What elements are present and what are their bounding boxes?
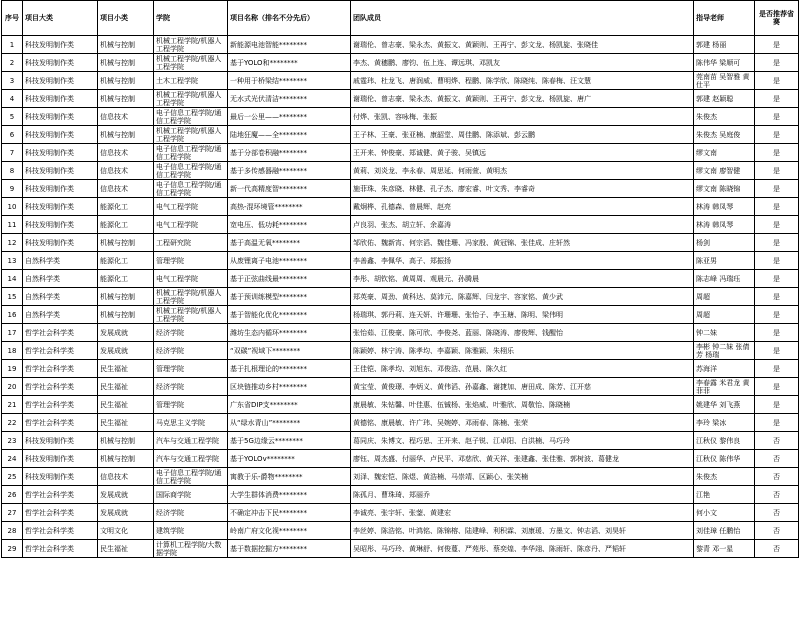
table-row <box>2 522 799 540</box>
cell-teacher: 李玲 梁冰 <box>694 414 755 432</box>
cell-no: 3 <box>2 72 23 90</box>
cell-college: 经济学院 <box>154 378 228 396</box>
table-row <box>2 396 799 414</box>
cell-no: 10 <box>2 198 23 216</box>
cell-college: 电气工程学院 <box>154 270 228 288</box>
cell-recommend: 是 <box>755 270 799 288</box>
cell-recommend: 否 <box>755 504 799 522</box>
cell-college: 经济学院 <box>154 324 228 342</box>
cell-members: 陈孤月、曹珠琦、郑丽乔 <box>351 486 694 504</box>
cell-recommend: 是 <box>755 342 799 360</box>
table-row <box>2 72 799 90</box>
cell-project-name: 基于智能化优化******** <box>228 306 351 324</box>
cell-recommend: 是 <box>755 72 799 90</box>
cell-college: 电气工程学院 <box>154 216 228 234</box>
cell-recommend: 是 <box>755 360 799 378</box>
cell-teacher: 刘佳璋 任鹏怡 <box>694 522 755 540</box>
cell-members: 谢瑞伦、曾志豪、梁永杰、黄振文、黄颖则、王再宁、彭文龙、杨凯旋、张晓佳 <box>351 36 694 54</box>
cell-minor: 信息技术 <box>98 144 154 162</box>
cell-no: 22 <box>2 414 23 432</box>
cell-no: 21 <box>2 396 23 414</box>
cell-project-name: 一种用于桥梁结******** <box>228 72 351 90</box>
header-teacher: 指导老师 <box>694 1 755 36</box>
table-row <box>2 126 799 144</box>
cell-project-name: 无水式光伏清洁******** <box>228 90 351 108</box>
cell-no: 7 <box>2 144 23 162</box>
cell-college: 电气工程学院 <box>154 198 228 216</box>
cell-minor: 机械与控制 <box>98 36 154 54</box>
cell-minor: 文明文化 <box>98 522 154 540</box>
cell-no: 28 <box>2 522 23 540</box>
cell-major: 哲学社会科学类 <box>23 342 98 360</box>
cell-no: 15 <box>2 288 23 306</box>
cell-college: 机械工程学院/机器人工程学院 <box>154 306 228 324</box>
cell-minor: 机械与控制 <box>98 234 154 252</box>
table-row <box>2 540 799 558</box>
cell-major: 哲学社会科学类 <box>23 522 98 540</box>
cell-college: 土木工程学院 <box>154 72 228 90</box>
cell-teacher: 姚建华 刘飞燕 <box>694 396 755 414</box>
cell-members: 黄德铭、康晨敏、许广玮、吴婉婷、邓雨春、陈楠、张荣 <box>351 414 694 432</box>
cell-minor: 民生福祉 <box>98 360 154 378</box>
cell-no: 5 <box>2 108 23 126</box>
cell-project-name: 基于高温无氧******** <box>228 234 351 252</box>
cell-project-name: 从废锂离子电池******** <box>228 252 351 270</box>
cell-college: 机械工程学院/机器人工程学院 <box>154 90 228 108</box>
cell-major: 科技发明制作类 <box>23 108 98 126</box>
cell-project-name: 新能源电池智能******** <box>228 36 351 54</box>
cell-minor: 机械与控制 <box>98 54 154 72</box>
cell-no: 27 <box>2 504 23 522</box>
cell-teacher: 黎青 邓一星 <box>694 540 755 558</box>
cell-minor: 信息技术 <box>98 108 154 126</box>
cell-project-name: 寓教于乐-爵物******** <box>228 468 351 486</box>
cell-major: 科技发明制作类 <box>23 144 98 162</box>
cell-minor: 信息技术 <box>98 162 154 180</box>
cell-major: 科技发明制作类 <box>23 54 98 72</box>
cell-recommend: 是 <box>755 54 799 72</box>
cell-no: 11 <box>2 216 23 234</box>
cell-recommend: 否 <box>755 540 799 558</box>
table-row <box>2 414 799 432</box>
cell-college: 马克思主义学院 <box>154 414 228 432</box>
cell-college: 管理学院 <box>154 396 228 414</box>
cell-recommend: 是 <box>755 234 799 252</box>
cell-college: 机械工程学院/机器人工程学院 <box>154 126 228 144</box>
cell-college: 建筑学院 <box>154 522 228 540</box>
cell-major: 自然科学类 <box>23 306 98 324</box>
cell-no: 13 <box>2 252 23 270</box>
cell-project-name: 新一代高精度智******** <box>228 180 351 198</box>
cell-project-name: 大学生群体消费******** <box>228 486 351 504</box>
cell-major: 哲学社会科学类 <box>23 486 98 504</box>
table-row <box>2 216 799 234</box>
cell-teacher: 周超 <box>694 288 755 306</box>
cell-major: 哲学社会科学类 <box>23 396 98 414</box>
table-row <box>2 486 799 504</box>
cell-members: 郑英豪、周劲、黄科达、莫沛元、陈嘉辉、闫龙宇、容家铭、黄少武 <box>351 288 694 306</box>
cell-minor: 能源化工 <box>98 216 154 234</box>
table-row <box>2 234 799 252</box>
cell-college: 电子信息工程学院/通信工程学院 <box>154 162 228 180</box>
cell-teacher: 缪文南 陈晓锦 <box>694 180 755 198</box>
cell-no: 6 <box>2 126 23 144</box>
table-row <box>2 54 799 72</box>
cell-recommend: 否 <box>755 522 799 540</box>
table-header-row <box>2 1 799 36</box>
cell-college: 电子信息工程学院/通信工程学院 <box>154 180 228 198</box>
table-row <box>2 306 799 324</box>
cell-major: 科技发明制作类 <box>23 36 98 54</box>
cell-major: 自然科学类 <box>23 270 98 288</box>
table-row <box>2 180 799 198</box>
cell-members: 王佳铠、陈孝均、刘旭东、邓俊浩、范晨、陈久红 <box>351 360 694 378</box>
cell-major: 自然科学类 <box>23 288 98 306</box>
cell-teacher: 陈志峰 冯瑞珏 <box>694 270 755 288</box>
cell-teacher: 朱俊杰 吴庭俊 <box>694 126 755 144</box>
cell-college: 电子信息工程学院/通信工程学院 <box>154 144 228 162</box>
cell-recommend: 否 <box>755 432 799 450</box>
cell-college: 汽车与交通工程学院 <box>154 432 228 450</box>
header-college: 学院 <box>154 1 228 36</box>
table-row <box>2 360 799 378</box>
cell-minor: 机械与控制 <box>98 126 154 144</box>
cell-recommend: 是 <box>755 180 799 198</box>
cell-members: 施菲珠、朱彦晓、林健、孔子杰、廖宏睿、叶文秀、李睿奇 <box>351 180 694 198</box>
cell-members: 卢良羽、张杰、胡立轩、余嘉涛 <box>351 216 694 234</box>
table-row <box>2 432 799 450</box>
cell-members: 张怡茹、江俊豪、陈可欣、李俊尧、蓝丽、陈晓涛、廖俊辉、钱醒怡 <box>351 324 694 342</box>
cell-recommend: 是 <box>755 216 799 234</box>
cell-teacher: 朱俊杰 <box>694 108 755 126</box>
cell-no: 1 <box>2 36 23 54</box>
cell-members: 葛同庆、朱博文、程巧思、王开来、赵子锐、江卓阳、白洪楠、马巧玲 <box>351 432 694 450</box>
cell-project-name: 基于YOLO和******** <box>228 54 351 72</box>
cell-teacher: 何小文 <box>694 504 755 522</box>
cell-major: 科技发明制作类 <box>23 180 98 198</box>
table-row <box>2 288 799 306</box>
cell-no: 18 <box>2 342 23 360</box>
cell-teacher: 苏海洋 <box>694 360 755 378</box>
cell-members: 陈颖婷、林宁涛、陈孝均、李嘉颖、陈雅颖、朱栩乐 <box>351 342 694 360</box>
cell-no: 12 <box>2 234 23 252</box>
cell-major: 科技发明制作类 <box>23 216 98 234</box>
cell-minor: 民生福祉 <box>98 414 154 432</box>
cell-no: 4 <box>2 90 23 108</box>
header-members: 团队成员 <box>351 1 694 36</box>
cell-project-name: 基于多传感器融******** <box>228 162 351 180</box>
cell-minor: 民生福祉 <box>98 396 154 414</box>
cell-major: 科技发明制作类 <box>23 198 98 216</box>
cell-college: 电子信息工程学院/通信工程学院 <box>154 108 228 126</box>
cell-college: 机械工程学院/机器人工程学院 <box>154 54 228 72</box>
cell-project-name: 宽电压、低功耗******** <box>228 216 351 234</box>
cell-major: 科技发明制作类 <box>23 90 98 108</box>
cell-members: 杨瑞琪、郭丹莉、连天妍、许珊珊、张怡子、李玉瑭、陈明、梁伟明 <box>351 306 694 324</box>
table-row <box>2 252 799 270</box>
cell-college: 机械工程学院/机器人工程学院 <box>154 288 228 306</box>
cell-project-name: 基于数据挖掘方******** <box>228 540 351 558</box>
cell-major: 科技发明制作类 <box>23 450 98 468</box>
cell-members: 付烨、张凯、容咏梅、张振 <box>351 108 694 126</box>
cell-members: 廖钰、周杰盛、付丽华、卢民平、邓慈欣、黄天祥、张建鑫、张佳雅、郭树波、葛健龙 <box>351 450 694 468</box>
cell-project-name: 区块链推动乡村******** <box>228 378 351 396</box>
cell-college: 经济学院 <box>154 504 228 522</box>
cell-project-name: 基于正弦曲线最******** <box>228 270 351 288</box>
results-table <box>1 0 799 558</box>
cell-no: 26 <box>2 486 23 504</box>
cell-major: 科技发明制作类 <box>23 234 98 252</box>
cell-college: 计算机工程学院/大数据学院 <box>154 540 228 558</box>
cell-no: 23 <box>2 432 23 450</box>
cell-minor: 机械与控制 <box>98 72 154 90</box>
cell-major: 哲学社会科学类 <box>23 414 98 432</box>
cell-minor: 能源化工 <box>98 198 154 216</box>
cell-no: 14 <box>2 270 23 288</box>
cell-recommend: 是 <box>755 414 799 432</box>
cell-minor: 能源化工 <box>98 252 154 270</box>
table-row <box>2 108 799 126</box>
cell-no: 8 <box>2 162 23 180</box>
cell-recommend: 是 <box>755 396 799 414</box>
cell-teacher: 江艳 <box>694 486 755 504</box>
cell-members: 戴炯桦、孔德森、曾晨辉、赵亮 <box>351 198 694 216</box>
header-recommend: 是否推荐省赛 <box>755 1 799 36</box>
cell-teacher: 周超 <box>694 306 755 324</box>
cell-minor: 机械与控制 <box>98 450 154 468</box>
cell-project-name: 最后一公里——******** <box>228 108 351 126</box>
cell-recommend: 是 <box>755 198 799 216</box>
cell-major: 科技发明制作类 <box>23 126 98 144</box>
header-no: 序号 <box>2 1 23 36</box>
cell-teacher: 郭建 杨丽 <box>694 36 755 54</box>
cell-members: 李善鑫、李佩华、高子、郑振扬 <box>351 252 694 270</box>
table-row <box>2 450 799 468</box>
table-row <box>2 378 799 396</box>
header-minor: 项目小类 <box>98 1 154 36</box>
cell-members: 李彤、胡钦铭、黄周周、观晨元、孙腾晨 <box>351 270 694 288</box>
cell-project-name: 基于分部卷积融******** <box>228 144 351 162</box>
cell-college: 汽车与交通工程学院 <box>154 450 228 468</box>
cell-project-name: 从“绿水青山”******** <box>228 414 351 432</box>
table-row <box>2 144 799 162</box>
cell-teacher: 杨剑 <box>694 234 755 252</box>
cell-members: 王子林、王豪、张亚楠、康韶堂、周佳鹏、陈添斌、彭云鹏 <box>351 126 694 144</box>
cell-teacher: 陈伟华 梁顺可 <box>694 54 755 72</box>
cell-minor: 发展成就 <box>98 504 154 522</box>
cell-members: 黄莉、刘炎龙、李永春、周思延、何雨萱、黄明杰 <box>351 162 694 180</box>
cell-project-name: 高热-混环境管******** <box>228 198 351 216</box>
cell-members: 王开来、钟俊豪、郑诚健、黄子骏、吴镇远 <box>351 144 694 162</box>
cell-minor: 发展成就 <box>98 342 154 360</box>
cell-minor: 发展成就 <box>98 486 154 504</box>
cell-teacher: 朱俊杰 <box>694 468 755 486</box>
cell-recommend: 是 <box>755 252 799 270</box>
cell-no: 19 <box>2 360 23 378</box>
cell-teacher: 江秋仪 黎伟良 <box>694 432 755 450</box>
cell-recommend: 是 <box>755 288 799 306</box>
cell-members: 黄宝莹、黄俊璟、李炳义、黄伟滔、孙嘉鑫、谢捷加、唐田成、陈芳、江开慈 <box>351 378 694 396</box>
cell-minor: 机械与控制 <box>98 432 154 450</box>
cell-teacher: 莞南苗 吴智雅 黄仕平 <box>694 72 755 90</box>
cell-minor: 发展成就 <box>98 324 154 342</box>
cell-project-name: 基于5G边缘云******** <box>228 432 351 450</box>
cell-recommend: 是 <box>755 144 799 162</box>
cell-project-name: 基于YOLOv******** <box>228 450 351 468</box>
cell-members: 吴昭彤、马巧玲、黄琳舒、何俊蔓、严苑彤、蔡奕煌、李华翊、陈雨轩、陈彦丹、严韬轩 <box>351 540 694 558</box>
cell-recommend: 否 <box>755 450 799 468</box>
cell-no: 9 <box>2 180 23 198</box>
cell-minor: 信息技术 <box>98 180 154 198</box>
cell-teacher: 江秋仪 陈伟华 <box>694 450 755 468</box>
table-body <box>2 36 799 558</box>
cell-no: 25 <box>2 468 23 486</box>
cell-minor: 信息技术 <box>98 468 154 486</box>
cell-no: 29 <box>2 540 23 558</box>
cell-project-name: 陆地狂魔——全******** <box>228 126 351 144</box>
cell-recommend: 是 <box>755 324 799 342</box>
header-project-name: 项目名称（排名不分先后） <box>228 1 351 36</box>
cell-members: 谢瑞伦、曾志豪、梁永杰、黄振文、黄颖则、王再宁、彭文龙、杨凯旋、唐广 <box>351 90 694 108</box>
cell-recommend: 否 <box>755 486 799 504</box>
cell-college: 管理学院 <box>154 360 228 378</box>
cell-major: 哲学社会科学类 <box>23 540 98 558</box>
cell-major: 哲学社会科学类 <box>23 360 98 378</box>
cell-recommend: 是 <box>755 126 799 144</box>
cell-teacher: 李春露 米君龙 黄菲菲 <box>694 378 755 396</box>
cell-major: 科技发明制作类 <box>23 162 98 180</box>
cell-teacher: 缪文南 <box>694 144 755 162</box>
cell-recommend: 是 <box>755 90 799 108</box>
cell-minor: 机械与控制 <box>98 90 154 108</box>
cell-recommend: 是 <box>755 36 799 54</box>
table-row <box>2 162 799 180</box>
cell-major: 哲学社会科学类 <box>23 324 98 342</box>
table-row <box>2 90 799 108</box>
cell-major: 科技发明制作类 <box>23 432 98 450</box>
cell-major: 哲学社会科学类 <box>23 504 98 522</box>
cell-college: 机械工程学院/机器人工程学院 <box>154 36 228 54</box>
cell-no: 16 <box>2 306 23 324</box>
cell-recommend: 是 <box>755 162 799 180</box>
cell-teacher: 郭建 赵颖聪 <box>694 90 755 108</box>
cell-college: 工程研究院 <box>154 234 228 252</box>
cell-college: 国际商学院 <box>154 486 228 504</box>
cell-minor: 民生福祉 <box>98 540 154 558</box>
cell-project-name: 岭南广府文化视******** <box>228 522 351 540</box>
cell-major: 自然科学类 <box>23 252 98 270</box>
cell-teacher: 缪文南 廖智健 <box>694 162 755 180</box>
cell-no: 24 <box>2 450 23 468</box>
cell-no: 2 <box>2 54 23 72</box>
cell-college: 管理学院 <box>154 252 228 270</box>
cell-project-name: “双碳”视域下******** <box>228 342 351 360</box>
cell-members: 李丝婷、陈浩铭、叶鸿铭、陈锦榕、陆建峰、利积霖、刘康瑗、方墨文、钟志滔、刘昊轩 <box>351 522 694 540</box>
cell-members: 刘泽、魏宏恺、陈煜、黄浩楠、马崇靖、区颖心、张笑楠 <box>351 468 694 486</box>
cell-teacher: 林涛 韩凤琴 <box>694 216 755 234</box>
cell-minor: 民生福祉 <box>98 378 154 396</box>
cell-project-name: 广东省DIP支******** <box>228 396 351 414</box>
cell-recommend: 是 <box>755 306 799 324</box>
table-row <box>2 324 799 342</box>
cell-no: 20 <box>2 378 23 396</box>
cell-minor: 能源化工 <box>98 270 154 288</box>
table-row <box>2 36 799 54</box>
cell-major: 科技发明制作类 <box>23 468 98 486</box>
table-row <box>2 270 799 288</box>
cell-major: 哲学社会科学类 <box>23 378 98 396</box>
table-row <box>2 468 799 486</box>
cell-recommend: 否 <box>755 468 799 486</box>
cell-members: 康晨敏、朱钻馨、叶佳惠、伍铖杨、张焰威、叶雅欣、周敬怡、陈晓楠 <box>351 396 694 414</box>
cell-minor: 机械与控制 <box>98 306 154 324</box>
cell-members: 李诚亮、张宇轩、张蓥、黄建宏 <box>351 504 694 522</box>
cell-no: 17 <box>2 324 23 342</box>
cell-college: 经济学院 <box>154 342 228 360</box>
cell-recommend: 是 <box>755 108 799 126</box>
cell-members: 李杰、黄穗鹏、廖钧、伍上连、谭远琪、邓凯友 <box>351 54 694 72</box>
cell-recommend: 是 <box>755 378 799 396</box>
cell-members: 戚霆玮、杜龙飞、唐润威、曹明烨、程鹏、陈学欣、陈晓纯、陈春梅、汪文慧 <box>351 72 694 90</box>
cell-teacher: 钟二妹 <box>694 324 755 342</box>
table-row <box>2 342 799 360</box>
cell-members: 邹欣佑、魏新宵、何宗滔、魏佳珊、冯家殷、黄冠锦、张佳成、庄轩然 <box>351 234 694 252</box>
cell-college: 电子信息工程学院/通信工程学院 <box>154 468 228 486</box>
cell-teacher: 陈亚男 <box>694 252 755 270</box>
cell-project-name: 基于预训练模型******** <box>228 288 351 306</box>
cell-project-name: 基于扎根理论的******** <box>228 360 351 378</box>
cell-teacher: 林涛 韩凤琴 <box>694 198 755 216</box>
header-major: 项目大类 <box>23 1 98 36</box>
cell-minor: 机械与控制 <box>98 288 154 306</box>
cell-major: 科技发明制作类 <box>23 72 98 90</box>
table-row <box>2 198 799 216</box>
cell-project-name: 不确定冲击下民******** <box>228 504 351 522</box>
table-row <box>2 504 799 522</box>
cell-project-name: 潍坊生态内循环******** <box>228 324 351 342</box>
cell-teacher: 李彬 钟二妹 张倩芳 杨瑞 <box>694 342 755 360</box>
